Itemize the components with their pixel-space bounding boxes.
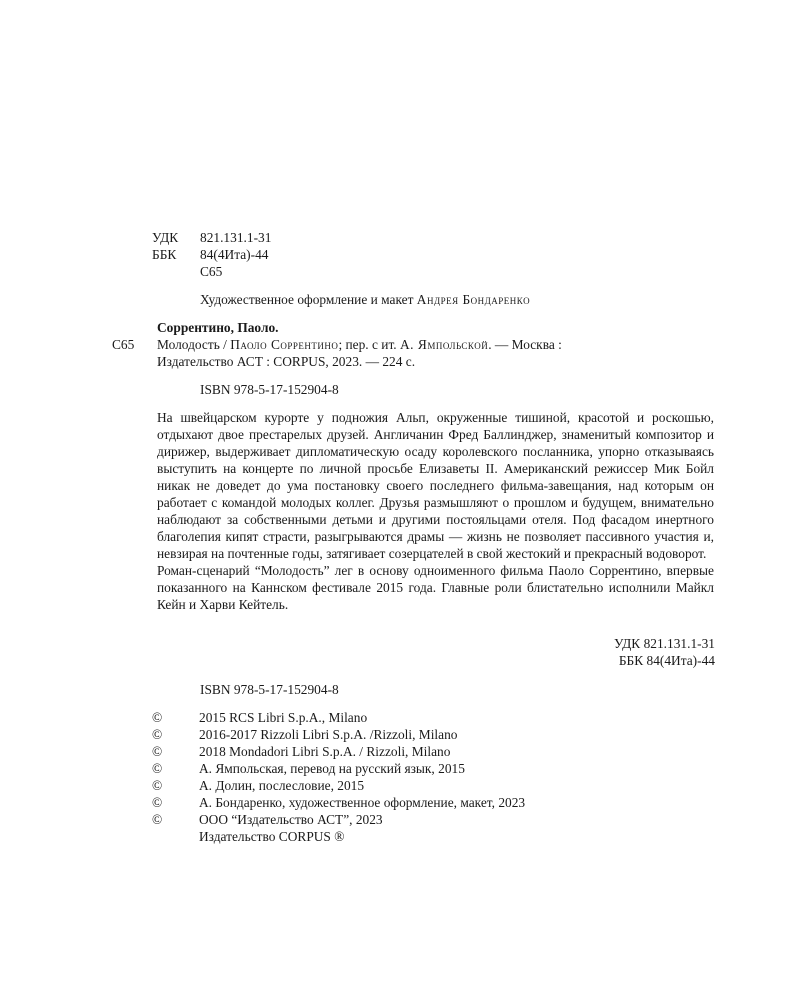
design-credit-name: Андрея Бондаренко (416, 292, 531, 307)
isbn-bottom: ISBN 978-5-17-152904-8 (200, 682, 339, 697)
copyright-item (152, 777, 525, 794)
design-credit-text: Художественное оформление и макет (200, 292, 414, 307)
copyright-text: А. Долин, послесловие, 2015 (199, 778, 365, 793)
copyright-symbol: © (152, 744, 163, 759)
copyright-text: А. Бондаренко, художественное оформление, макет, 2023 (199, 795, 526, 810)
bib-mark: С65 (112, 337, 135, 352)
annotation-paragraph-1: На швейцарском курорте у подножия Альп, окруженные тишиной, красотой и роскошью, отдыхают двое престарелых друзей. Англичанин Фред Баллинджер, знаменитый композитор и дирижер, выдерживает дипломатическую осаду королевского посланника, упорно отказываясь выступить на концерте по личной просьбе Елизаветы II. Американский режиссер Мик Бойл никак не доведет до ума постановку своего последнего фильма-завещания, над которым он работает с командой молодых коллег. Друзья размышляют о прошлом и будущем, внимательно наблюдают за собственными детьми и другими постояльцами отеля. Под фасадом инертного благолепия кипят страсти, разыгрываются драмы — жизнь не позволяет пассивного участия и, невзирая на почтенные годы, затягивает созерцателей в свой жестокий и прекрасный водоворот. (157, 410, 714, 561)
copyright-symbol: © (152, 727, 163, 742)
annotation-paragraph-2: Роман-сценарий “Молодость” лег в основу одноименного фильма Паоло Соррентино, впервые показанного на Каннском фестивале 2015 года. Главные роли блистательно исполнили Майкл Кейн и Харви Кейтель. (157, 563, 714, 612)
isbn-top: ISBN 978-5-17-152904-8 (200, 382, 339, 397)
copyright-item (152, 760, 525, 777)
copyright-symbol: © (152, 812, 163, 827)
copyright-text: 2018 Mondadori Libri S.p.A. / Rizzoli, Milano (199, 744, 451, 759)
bib-author: Соррентино, Паоло. (157, 320, 279, 335)
udk-right: УДК 821.131.1-31 (614, 636, 715, 651)
bib-title-line (157, 336, 562, 353)
bib-author-sc: Паоло Соррентино (230, 337, 339, 352)
copyright-item (152, 794, 525, 811)
bbk-right: ББК 84(4Ита)-44 (618, 653, 715, 668)
bib-publisher: Издательство АСТ : CORPUS, 2023. — 224 с. (157, 354, 416, 369)
bib-translator-prefix: ; пер. с ит. (338, 337, 397, 352)
copyright-item (152, 811, 525, 828)
copyright-symbol: © (152, 778, 163, 793)
bbk-label: ББК (152, 247, 177, 262)
copyright-text: 2015 RCS Libri S.p.A., Milano (199, 710, 368, 725)
copyright-text: А. Ямпольская, перевод на русский язык, 2015 (199, 761, 465, 776)
copyright-list (152, 709, 525, 845)
copyright-text: 2016-2017 Rizzoli Libri S.p.A. /Rizzoli, Milano (199, 727, 458, 742)
bbk-line (152, 246, 268, 263)
copyright-item (152, 743, 525, 760)
copyright-item (152, 709, 525, 726)
copyright-symbol: © (152, 761, 163, 776)
copyright-item (152, 726, 525, 743)
bib-city: . — Москва : (488, 337, 562, 352)
design-credit (200, 291, 530, 308)
annotation (157, 409, 714, 613)
udk-line (152, 229, 271, 246)
copyright-symbol: © (152, 795, 163, 810)
udk-label: УДК (152, 230, 179, 245)
udk-value: 821.131.1-31 (200, 230, 272, 245)
author-mark: С65 (200, 264, 223, 279)
bib-translator: А. Ямпольской (400, 337, 489, 352)
copyright-item (152, 828, 525, 845)
copyright-text: ООО “Издательство АСТ”, 2023 (199, 812, 383, 827)
bbk-value: 84(4Ита)-44 (200, 247, 269, 262)
copyright-symbol: © (152, 710, 163, 725)
bib-title: Молодость / (157, 337, 227, 352)
copyright-text: Издательство CORPUS ® (199, 829, 345, 844)
